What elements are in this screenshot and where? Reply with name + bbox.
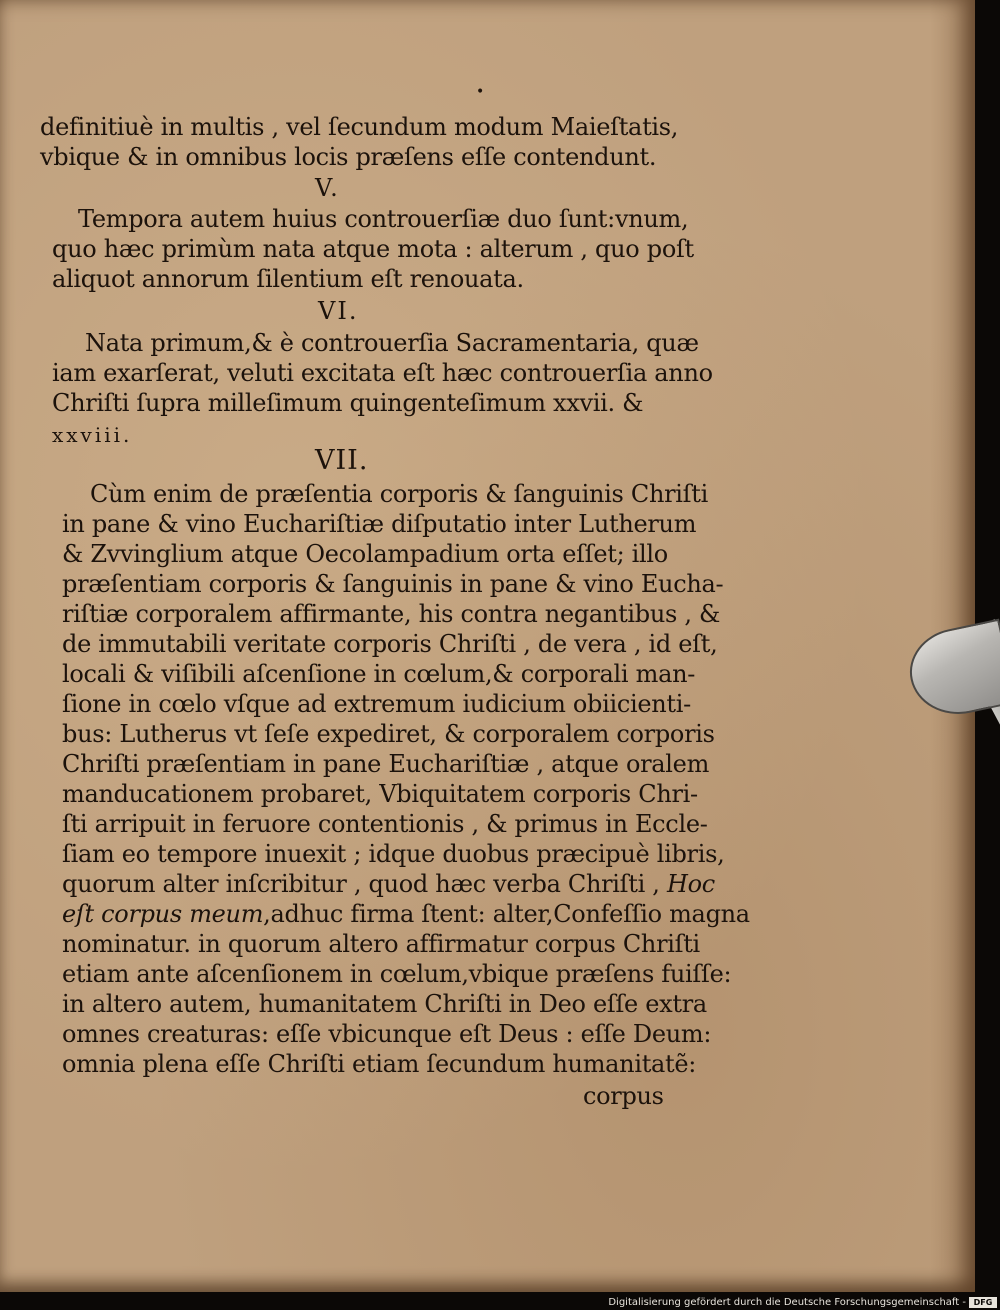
text-line: de immutabili veritate corporis Chriſti , de vera , id eſt, [62,630,718,658]
text-line: præſentiam corporis & ſanguinis in pane & vino Eucha- [62,570,724,598]
section-numeral: V. [315,174,340,202]
text-line: omnia plena eſſe Chriſti etiam ſecundum humanitatẽ: [62,1050,697,1078]
text-line: xxviii. [52,423,133,447]
text-line: omnes creaturas: eſſe vbicunque eſt Deus : eſſe Deum: [62,1020,712,1048]
dfg-logo-icon: DFG [969,1297,997,1308]
text-line: ſti arripuit in feruore contentionis , & primus in Eccle- [62,810,708,838]
text-line: Nata primum,& è controuerſia Sacramentaria, quæ [85,329,699,357]
text-line: etiam ante aſcenſionem in cœlum,vbique præſens fuiſſe: [62,960,732,988]
text-line-with-italic [62,900,750,928]
text-line: Tempora autem huius controuerſiæ duo ſunt:vnum, [78,205,689,233]
text-line: quo hæc primùm nata atque mota : alterum , quo poſt [52,235,694,263]
text-line-with-italic [62,870,715,898]
text-line: locali & viſibili aſcenſione in cœlum,& corporali man- [62,660,696,688]
text-line: & Zvvinglium atque Oecolampadium orta eſſet; illo [62,540,668,568]
section-numeral: VI. [318,297,359,325]
text-line: aliquot annorum ſilentium eſt renouata. [52,265,524,293]
text-line: Cùm enim de præſentia corporis & ſanguinis Chriſti [90,480,708,508]
footer-credit: Digitalisierung gefördert durch die Deutsche Forschungsgemeinschaft - [608,1297,966,1308]
text-line: manducationem probaret, Vbiquitatem corporis Chri- [62,780,698,808]
text-line: vbique & in omnibus locis præſens eſſe contendunt. [40,143,657,171]
italic-phrase: eſt corpus meum [62,900,264,928]
text-line: definitiuè in multis , vel ſecundum modum Maieſtatis, [40,113,679,141]
text-line: iam exarſerat, veluti excitata eſt hæc controuerſia anno [52,359,713,387]
section-numeral: VII. [315,445,369,476]
page-top-mark: • [476,84,485,100]
text-line: Chriſti præſentiam in pane Euchariſtiæ , atque oralem [62,750,710,778]
catchword: corpus [583,1082,664,1110]
text-line: ſione in cœlo vſque ad extremum iudicium obiicienti- [62,690,691,718]
text-segment: ,adhuc firma ſtent: alter,Confeſſio magna [263,900,750,928]
text-line: nominatur. in quorum altero affirmatur corpus Chriſti [62,930,700,958]
text-line: bus: Lutherus vt ſeſe expediret, & corporalem corporis [62,720,715,748]
text-line: in altero autem, humanitatem Chriſti in Deo eſſe extra [62,990,707,1018]
text-line: in pane & vino Euchariſtiæ diſputatio inter Lutherum [62,510,697,538]
text-line: ſiam eo tempore inuexit ; idque duobus præcipuè libris, [62,840,725,868]
text-segment: quorum alter inſcribitur , quod hæc verba Chriſti , [62,870,660,898]
text-line: Chriſti ſupra milleſimum quingenteſimum xxvii. & [52,389,644,417]
italic-phrase: Hoc [666,870,715,898]
text-line: riſtiæ corporalem affirmante, his contra negantibus , & [62,600,721,628]
